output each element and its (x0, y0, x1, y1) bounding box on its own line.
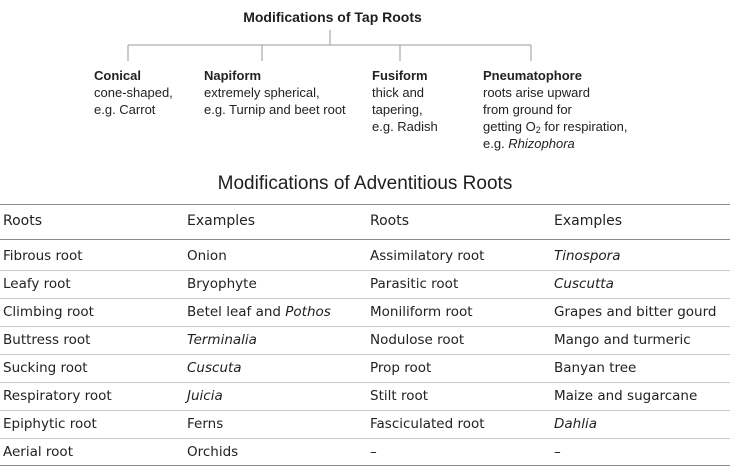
example-cell (554, 243, 621, 270)
branch-example-line (483, 135, 627, 152)
italic-name: Terminalia (187, 332, 257, 348)
example-text: Orchids (187, 444, 239, 460)
branch-desc-line: from ground for (483, 102, 572, 117)
example-cell (187, 355, 242, 382)
root-cell: Nodulose root (370, 332, 465, 348)
branch-name: Conical (94, 68, 141, 83)
italic-name: Cuscuta (187, 360, 242, 376)
example-cell (554, 411, 597, 438)
example-cell (187, 411, 223, 438)
example-cell (554, 355, 636, 382)
example-cell (554, 271, 614, 298)
branch-conical (94, 67, 173, 118)
table-row (0, 326, 730, 354)
example-cell (187, 271, 257, 298)
table-row (0, 270, 730, 298)
example-prefix: e.g. (483, 136, 509, 151)
root-cell: Respiratory root (3, 388, 112, 404)
example-cell (187, 243, 227, 270)
italic-name: Dahlia (554, 416, 597, 432)
branch-desc-line: tapering, (372, 102, 423, 117)
adventitious-roots-title: Modifications of Adventitious Roots (217, 173, 513, 194)
root-cell: Leafy root (3, 276, 71, 292)
tap-roots-title: Modifications of Tap Roots (243, 9, 422, 25)
branch-desc-line: extremely spherical, (204, 85, 320, 100)
branch-desc-line: roots arise upward (483, 85, 590, 100)
table-header-rule (0, 239, 730, 240)
root-cell: Fasciculated root (370, 416, 485, 432)
branch-desc-line: e.g. Radish (372, 119, 438, 134)
branch-fusiform (372, 67, 438, 135)
example-cell (554, 327, 691, 354)
example-text: Betel leaf and (187, 304, 286, 320)
table-row (0, 243, 730, 270)
branch-name: Napiform (204, 68, 262, 83)
example-cell (554, 299, 717, 326)
root-cell: Buttress root (3, 332, 91, 348)
italic-name: Juicia (187, 388, 223, 404)
table-bottom-rule (0, 465, 730, 466)
root-cell: Moniliform root (370, 304, 473, 320)
table-row (0, 438, 730, 466)
example-cell (187, 327, 257, 354)
italic-name: Tinospora (554, 248, 621, 264)
table-row (0, 354, 730, 382)
example-text: Mango and turmeric (554, 332, 691, 348)
branch-name: Pneumatophore (483, 68, 582, 83)
root-cell: Epiphytic root (3, 416, 97, 432)
o2-text-post: for respiration, (540, 119, 628, 134)
branch-desc-line: e.g. Carrot (94, 102, 156, 117)
root-cell: Sucking root (3, 360, 88, 376)
root-cell: Fibrous root (3, 248, 83, 264)
example-text: Maize and sugarcane (554, 388, 698, 404)
table-row (0, 298, 730, 326)
table-top-rule (0, 204, 730, 205)
root-cell: Climbing root (3, 304, 94, 320)
example-text: Onion (187, 248, 227, 264)
table-header-row (0, 208, 730, 235)
branch-pneumatophore (483, 67, 627, 152)
tree-connector-lines (0, 0, 740, 70)
italic-name: Cuscutta (554, 276, 614, 292)
example-text: Banyan tree (554, 360, 637, 376)
root-cell: Stilt root (370, 388, 429, 404)
root-cell: Parasitic root (370, 276, 459, 292)
example-cell (187, 439, 238, 466)
branch-name: Fusiform (372, 68, 428, 83)
example-cell (187, 383, 223, 410)
example-text: Bryophyte (187, 276, 257, 292)
header-roots: Roots (370, 213, 410, 229)
example-cell (554, 383, 697, 410)
root-cell: Prop root (370, 360, 432, 376)
header-examples: Examples (554, 213, 623, 229)
o2-subscript: 2 (535, 125, 541, 135)
o2-text: getting O (483, 119, 536, 134)
branch-desc-line: cone-shaped, (94, 85, 173, 100)
header-examples: Examples (187, 213, 256, 229)
italic-name: Pothos (285, 304, 331, 320)
header-roots: Roots (3, 213, 43, 229)
example-text: Ferns (187, 416, 224, 432)
root-cell: – (370, 444, 377, 460)
example-italic: Rhizophora (508, 136, 575, 151)
branch-desc-line: thick and (372, 85, 425, 100)
root-cell: Aerial root (3, 444, 73, 460)
example-cell (554, 439, 561, 466)
example-cell (187, 299, 331, 326)
branch-desc-line-o2 (483, 118, 627, 135)
root-cell: Assimilatory root (370, 248, 485, 264)
branch-desc-line: e.g. Turnip and beet root (204, 102, 346, 117)
example-text: Grapes and bitter gourd (554, 304, 717, 320)
table-row (0, 382, 730, 410)
branch-napiform (204, 67, 346, 118)
table-row (0, 410, 730, 438)
example-text: – (554, 444, 561, 460)
